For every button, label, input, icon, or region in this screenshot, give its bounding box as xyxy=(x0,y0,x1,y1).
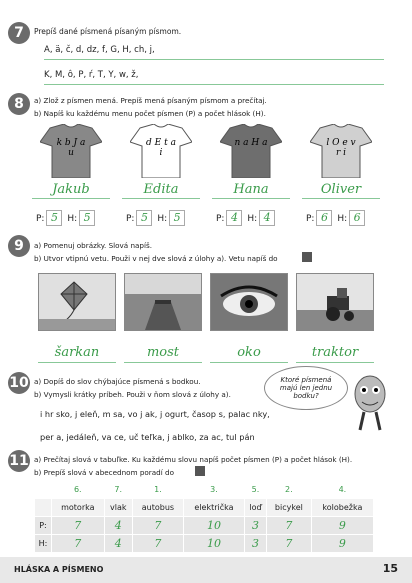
h-count-box[interactable]: 5 xyxy=(79,210,95,226)
p-count-cell[interactable]: 3 xyxy=(244,517,266,535)
letter-count-row xyxy=(216,210,277,226)
h-count-box[interactable]: 6 xyxy=(349,210,365,226)
written-name: Jakub xyxy=(52,182,90,197)
word-cell: vlak xyxy=(104,499,132,517)
writing-line xyxy=(210,362,288,363)
tshirt-picture xyxy=(40,124,102,178)
h-label: H: xyxy=(67,214,78,224)
letter-count-row xyxy=(306,210,367,226)
h-label: H: xyxy=(247,214,258,224)
tshirt-letters: k b J a u xyxy=(56,138,86,158)
corner-cell xyxy=(35,499,52,517)
ex9-instruction-b: b) Utvor vtipnú vetu. Použi v nej dve slová z úlohy a). Vetu napíš do xyxy=(34,254,278,263)
page-footer xyxy=(0,557,412,583)
h-label: H: xyxy=(157,214,168,224)
page-number: 15 xyxy=(382,562,398,575)
notebook-icon xyxy=(302,252,312,262)
mascot-character xyxy=(350,372,390,434)
written-name: Oliver xyxy=(320,182,362,197)
exercise-number-11: 11 xyxy=(8,450,30,472)
ex8-instruction-a: a) Zlož z písmen mená. Prepíš mená písaným písmom a prečítaj. xyxy=(34,96,267,105)
ex10-line2: per a, jedáleň, va ce, uč teľka, j ablko, za ac, tul pán xyxy=(40,432,255,442)
tshirt-picture xyxy=(130,124,192,178)
writing-line xyxy=(32,198,110,199)
h-label: H: xyxy=(35,535,52,553)
exercise-number-9: 9 xyxy=(8,235,30,257)
word-cell: električka xyxy=(183,499,244,517)
word-cell: loď xyxy=(244,499,266,517)
p-label: P: xyxy=(126,214,135,224)
order-cell: 5. xyxy=(244,481,266,499)
h-count-cell[interactable]: 10 xyxy=(183,535,244,553)
ex7-row1: A, ä, č, d, dz, f, G, H, ch, j, xyxy=(44,45,155,55)
h-count-cell[interactable]: 7 xyxy=(132,535,183,553)
p-count-box[interactable]: 5 xyxy=(46,210,62,226)
order-cell: 7. xyxy=(104,481,132,499)
tshirt-picture xyxy=(310,124,372,178)
writing-line xyxy=(302,198,380,199)
writing-line xyxy=(296,362,374,363)
ex11-instruction-b: b) Prepíš slová v abecednom poradí do xyxy=(34,468,174,477)
corner-cell xyxy=(35,481,52,499)
h-count-box[interactable]: 5 xyxy=(169,210,185,226)
word-cell: autobus xyxy=(132,499,183,517)
order-cell: 2. xyxy=(266,481,311,499)
word-table xyxy=(34,480,374,553)
p-count-cell[interactable]: 7 xyxy=(51,517,104,535)
h-count-cell[interactable]: 7 xyxy=(51,535,104,553)
footer-title: HLÁSKA A PÍSMENO xyxy=(14,565,104,574)
writing-line xyxy=(38,362,116,363)
speech-bubble-text: Ktoré písmená majú len jednu bodku? xyxy=(279,376,333,400)
picture-word: oko xyxy=(237,345,261,360)
p-count-cell[interactable]: 4 xyxy=(104,517,132,535)
p-count-cell[interactable]: 10 xyxy=(183,517,244,535)
p-label: P: xyxy=(35,517,52,535)
h-count-cell[interactable]: 3 xyxy=(244,535,266,553)
word-cell: bicykel xyxy=(266,499,311,517)
order-cell: 6. xyxy=(51,481,104,499)
ex10-line1: i hr sko, j eleň, m sa, vo j ak, j ogurt, časop s, palac nky, xyxy=(40,409,270,419)
letter-count-row xyxy=(36,210,97,226)
order-cell: 3. xyxy=(183,481,244,499)
picture-word: most xyxy=(146,345,180,360)
picture-word: traktor xyxy=(311,345,359,360)
tshirt-letters: d E t a i xyxy=(146,138,176,158)
tshirt-letters: l O e v r i xyxy=(326,138,356,158)
picture-word: šarkan xyxy=(54,345,100,360)
writing-line xyxy=(44,84,384,85)
writing-line xyxy=(212,198,290,199)
order-cell: 1. xyxy=(132,481,183,499)
p-count-cell[interactable]: 9 xyxy=(311,517,373,535)
p-count-box[interactable]: 6 xyxy=(316,210,332,226)
p-label: P: xyxy=(306,214,315,224)
word-cell: kolobežka xyxy=(311,499,373,517)
h-count-box[interactable]: 4 xyxy=(259,210,275,226)
writing-line xyxy=(124,362,202,363)
order-cell: 4. xyxy=(311,481,373,499)
writing-line xyxy=(122,198,200,199)
kite-picture xyxy=(38,273,116,331)
exercise-number-7: 7 xyxy=(8,22,30,44)
p-count-cell[interactable]: 7 xyxy=(132,517,183,535)
eye-picture xyxy=(210,273,288,331)
ex10-instruction-a: a) Dopíš do slov chýbajúce písmená s bodkou. xyxy=(34,377,201,386)
ex7-instruction: Prepíš dané písmená písaným písmom. xyxy=(34,27,182,36)
h-label: H: xyxy=(337,214,348,224)
tractor-picture xyxy=(296,273,374,331)
tshirt-picture xyxy=(220,124,282,178)
written-name: Edita xyxy=(143,182,179,197)
exercise-number-8: 8 xyxy=(8,93,30,115)
p-count-box[interactable]: 4 xyxy=(226,210,242,226)
writing-line xyxy=(44,59,384,60)
speech-bubble xyxy=(264,366,348,410)
ex7-row2: K, M, ô, P, ŕ, T, Y, w, ž, xyxy=(44,70,139,80)
notebook-icon xyxy=(195,466,205,476)
p-count-box[interactable]: 5 xyxy=(136,210,152,226)
ex10-instruction-b: b) Vymysli krátky príbeh. Použi v ňom slová z úlohy a). xyxy=(34,390,231,399)
h-count-cell[interactable]: 9 xyxy=(311,535,373,553)
bridge-picture xyxy=(124,273,202,331)
word-cell: motorka xyxy=(51,499,104,517)
p-count-cell[interactable]: 7 xyxy=(266,517,311,535)
ex9-instruction-a: a) Pomenuj obrázky. Slová napíš. xyxy=(34,241,153,250)
h-count-cell[interactable]: 4 xyxy=(104,535,132,553)
p-label: P: xyxy=(216,214,225,224)
ex11-instruction-a: a) Prečítaj slová v tabuľke. Ku každému slovu napíš počet písmen (P) a počet hlások (H). xyxy=(34,455,353,464)
letter-count-row xyxy=(126,210,187,226)
p-label: P: xyxy=(36,214,45,224)
h-count-cell[interactable]: 7 xyxy=(266,535,311,553)
exercise-number-10: 10 xyxy=(8,372,30,394)
written-name: Hana xyxy=(233,182,269,197)
tshirt-letters: n a H a xyxy=(234,138,268,148)
ex8-instruction-b: b) Napíš ku každému menu počet písmen (P) a počet hlások (H). xyxy=(34,109,266,118)
